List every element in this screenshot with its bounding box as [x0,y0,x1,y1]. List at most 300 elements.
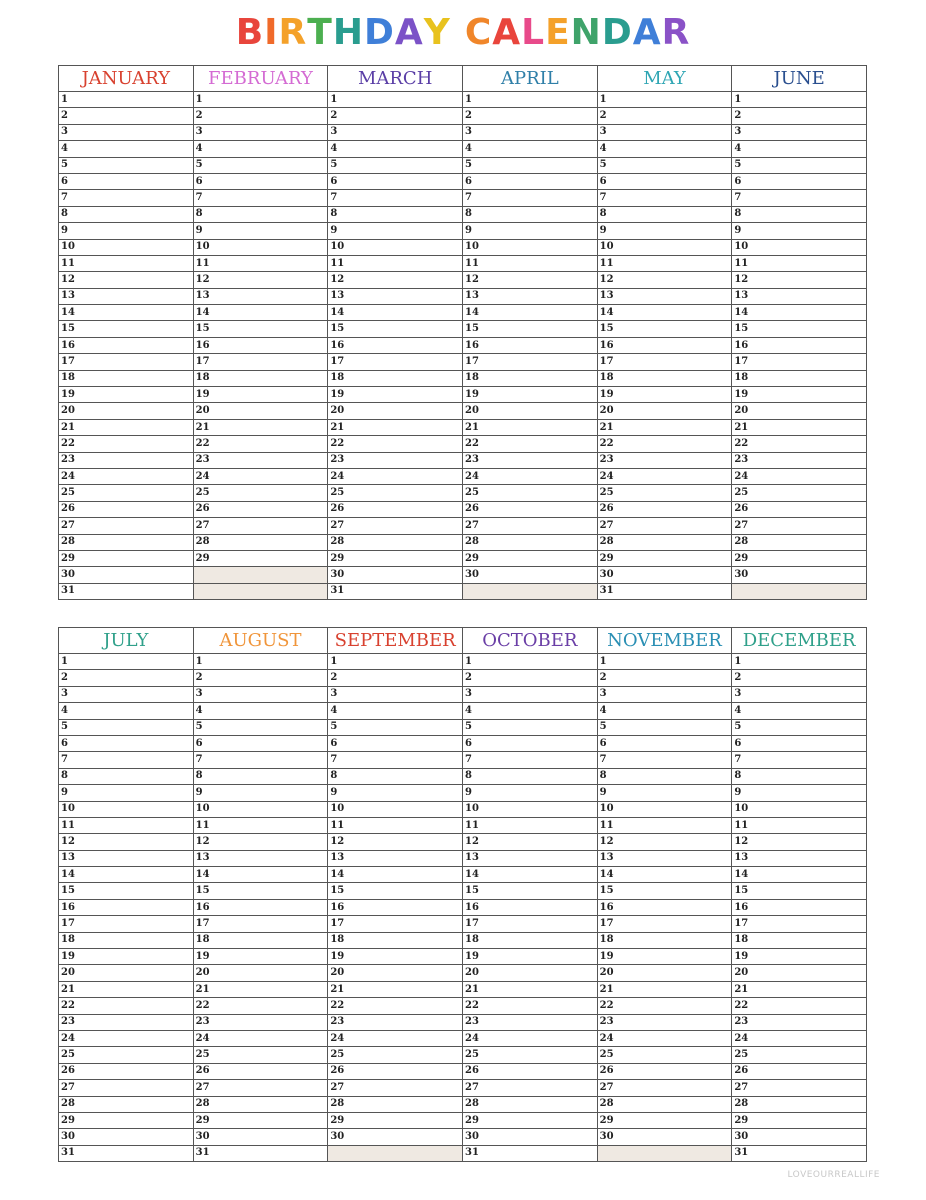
day-row[interactable]: 16 [732,338,866,354]
day-row[interactable]: 8 [463,207,597,223]
day-row[interactable]: 12 [194,272,328,288]
day-row[interactable]: 20 [598,965,732,981]
day-row[interactable]: 19 [328,387,462,403]
day-row[interactable]: 9 [463,785,597,801]
day-row[interactable]: 29 [194,551,328,567]
day-row[interactable]: 18 [732,371,866,387]
day-row[interactable]: 17 [194,916,328,932]
day-row[interactable]: 8 [194,207,328,223]
day-row[interactable]: 12 [328,834,462,850]
day-row[interactable]: 24 [463,469,597,485]
day-row[interactable]: 10 [463,240,597,256]
day-row[interactable]: 2 [59,108,193,124]
day-row[interactable]: 25 [328,1047,462,1063]
day-row[interactable]: 7 [463,752,597,768]
day-row[interactable]: 1 [59,92,193,108]
day-row[interactable]: 15 [59,321,193,337]
day-row[interactable]: 14 [328,305,462,321]
day-row[interactable]: 9 [59,785,193,801]
day-row[interactable]: 1 [598,654,732,670]
day-row[interactable]: 17 [328,916,462,932]
day-row[interactable]: 1 [732,654,866,670]
day-row[interactable]: 1 [463,654,597,670]
day-row[interactable]: 11 [59,256,193,272]
day-row[interactable]: 23 [328,453,462,469]
day-row[interactable]: 5 [194,720,328,736]
day-row[interactable]: 16 [598,338,732,354]
day-row[interactable]: 10 [194,802,328,818]
day-row[interactable]: 17 [598,354,732,370]
day-row[interactable]: 22 [732,998,866,1014]
day-row[interactable]: 13 [598,851,732,867]
day-row[interactable]: 24 [732,1031,866,1047]
day-row[interactable]: 26 [732,502,866,518]
day-row[interactable]: 6 [328,736,462,752]
day-row[interactable]: 28 [732,535,866,551]
day-row[interactable]: 5 [194,158,328,174]
day-row[interactable]: 29 [598,1113,732,1129]
day-row[interactable]: 27 [732,518,866,534]
day-row[interactable]: 25 [59,1047,193,1063]
day-row[interactable]: 26 [732,1064,866,1080]
day-row[interactable]: 10 [328,802,462,818]
day-row[interactable]: 17 [463,916,597,932]
day-row[interactable]: 27 [598,1080,732,1096]
day-row[interactable]: 15 [59,883,193,899]
day-row[interactable]: 3 [328,687,462,703]
day-row[interactable]: 28 [194,535,328,551]
day-row[interactable]: 4 [328,703,462,719]
day-row[interactable]: 8 [463,769,597,785]
day-row[interactable]: 17 [598,916,732,932]
day-row[interactable]: 26 [328,502,462,518]
day-row[interactable]: 11 [598,256,732,272]
day-row[interactable]: 22 [732,436,866,452]
day-row[interactable]: 1 [59,654,193,670]
day-row[interactable]: 2 [598,108,732,124]
day-row[interactable]: 11 [194,256,328,272]
day-row[interactable]: 22 [59,436,193,452]
day-row[interactable]: 10 [59,802,193,818]
day-row[interactable]: 29 [59,1113,193,1129]
day-row[interactable]: 8 [598,207,732,223]
day-row[interactable]: 28 [463,535,597,551]
day-row[interactable]: 18 [59,371,193,387]
day-row[interactable]: 29 [463,551,597,567]
day-row[interactable]: 23 [194,453,328,469]
day-row[interactable]: 7 [59,190,193,206]
day-row[interactable]: 6 [598,174,732,190]
day-row[interactable]: 12 [732,272,866,288]
day-row[interactable]: 26 [463,1064,597,1080]
day-row[interactable]: 16 [59,900,193,916]
day-row[interactable]: 30 [598,567,732,583]
day-row[interactable]: 20 [463,965,597,981]
day-row[interactable]: 12 [463,834,597,850]
day-row[interactable]: 18 [463,371,597,387]
day-row[interactable]: 2 [598,670,732,686]
day-row[interactable]: 20 [732,403,866,419]
day-row[interactable]: 9 [194,785,328,801]
day-row[interactable]: 6 [598,736,732,752]
day-row[interactable]: 3 [328,125,462,141]
day-row[interactable]: 6 [463,736,597,752]
day-row[interactable]: 26 [59,1064,193,1080]
day-row[interactable]: 2 [463,670,597,686]
day-row[interactable]: 1 [598,92,732,108]
day-row[interactable]: 21 [732,982,866,998]
day-row[interactable]: 9 [598,223,732,239]
day-row[interactable]: 9 [463,223,597,239]
day-row[interactable]: 22 [463,998,597,1014]
day-row[interactable]: 18 [328,933,462,949]
day-row[interactable]: 3 [463,687,597,703]
day-row[interactable]: 24 [194,469,328,485]
day-row[interactable]: 15 [463,883,597,899]
day-row[interactable]: 20 [463,403,597,419]
day-row[interactable]: 30 [59,1129,193,1145]
day-row[interactable]: 31 [61,1147,75,1159]
day-row[interactable]: 29 [598,551,732,567]
day-row[interactable]: 10 [328,240,462,256]
day-row[interactable]: 7 [194,190,328,206]
day-row[interactable]: 8 [59,207,193,223]
day-row[interactable]: 11 [194,818,328,834]
day-row[interactable]: 21 [59,420,193,436]
day-row[interactable]: 18 [598,371,732,387]
day-row[interactable]: 23 [732,1015,866,1031]
day-row[interactable]: 10 [463,802,597,818]
day-row[interactable]: 21 [328,982,462,998]
day-row[interactable]: 22 [59,998,193,1014]
day-row[interactable]: 1 [194,92,328,108]
day-row[interactable]: 18 [463,933,597,949]
day-row[interactable]: 19 [732,949,866,965]
day-row[interactable]: 31 [330,585,345,597]
day-row[interactable]: 11 [732,818,866,834]
day-row[interactable]: 30 [732,1129,866,1145]
day-row[interactable]: 5 [59,158,193,174]
day-row[interactable]: 20 [194,403,328,419]
day-row[interactable]: 30 [328,1129,462,1145]
day-row[interactable]: 26 [598,502,732,518]
day-row[interactable]: 21 [59,982,193,998]
day-row[interactable]: 16 [463,900,597,916]
day-row[interactable]: 13 [598,289,732,305]
day-row[interactable]: 7 [732,752,866,768]
day-row[interactable]: 20 [328,403,462,419]
day-row[interactable]: 7 [463,190,597,206]
day-row[interactable]: 12 [463,272,597,288]
day-row[interactable]: 19 [463,949,597,965]
day-row[interactable]: 9 [598,785,732,801]
day-row[interactable]: 29 [328,551,462,567]
day-row[interactable]: 14 [59,867,193,883]
day-row[interactable]: 20 [328,965,462,981]
day-row[interactable]: 26 [59,502,193,518]
day-row[interactable]: 6 [194,736,328,752]
day-row[interactable]: 14 [328,867,462,883]
day-row[interactable]: 21 [328,420,462,436]
day-row[interactable]: 3 [732,125,866,141]
day-row[interactable]: 17 [732,354,866,370]
day-row[interactable]: 27 [194,1080,328,1096]
day-row[interactable]: 6 [59,174,193,190]
day-row[interactable]: 25 [194,485,328,501]
day-row[interactable]: 31 [61,585,75,597]
day-row[interactable]: 23 [59,1015,193,1031]
day-row[interactable]: 16 [194,338,328,354]
day-row[interactable]: 21 [194,420,328,436]
day-row[interactable]: 19 [59,949,193,965]
day-row[interactable]: 11 [328,818,462,834]
day-row[interactable]: 21 [732,420,866,436]
day-row[interactable]: 28 [598,535,732,551]
day-row[interactable]: 4 [59,703,193,719]
day-row[interactable]: 17 [59,916,193,932]
day-row[interactable]: 6 [59,736,193,752]
day-row[interactable]: 17 [194,354,328,370]
day-row[interactable]: 3 [59,125,193,141]
day-row[interactable]: 28 [194,1097,328,1113]
day-row[interactable]: 10 [59,240,193,256]
day-row[interactable]: 20 [194,965,328,981]
day-row[interactable]: 27 [59,518,193,534]
day-row[interactable]: 21 [598,982,732,998]
day-row[interactable]: 2 [328,108,462,124]
day-row[interactable]: 16 [194,900,328,916]
day-row[interactable]: 27 [59,1080,193,1096]
day-row[interactable]: 6 [194,174,328,190]
day-row[interactable]: 9 [328,785,462,801]
day-row[interactable]: 15 [463,321,597,337]
day-row[interactable]: 23 [598,453,732,469]
day-row[interactable]: 23 [328,1015,462,1031]
day-row[interactable]: 21 [598,420,732,436]
day-row[interactable]: 12 [732,834,866,850]
day-row[interactable]: 13 [463,289,597,305]
day-row[interactable]: 28 [732,1097,866,1113]
day-row[interactable]: 16 [732,900,866,916]
day-row[interactable]: 4 [732,703,866,719]
day-row[interactable]: 13 [328,289,462,305]
day-row[interactable]: 10 [598,802,732,818]
day-row[interactable]: 25 [463,1047,597,1063]
day-row[interactable]: 3 [59,687,193,703]
day-row[interactable]: 11 [328,256,462,272]
day-row[interactable]: 12 [194,834,328,850]
day-row[interactable]: 7 [59,752,193,768]
day-row[interactable]: 17 [732,916,866,932]
day-row[interactable]: 25 [598,485,732,501]
day-row[interactable]: 19 [598,949,732,965]
day-row[interactable]: 31 [195,1147,210,1159]
day-row[interactable]: 27 [194,518,328,534]
day-row[interactable]: 19 [598,387,732,403]
day-row[interactable]: 28 [598,1097,732,1113]
day-row[interactable]: 10 [194,240,328,256]
day-row[interactable]: 2 [732,108,866,124]
day-row[interactable]: 2 [59,670,193,686]
day-row[interactable]: 9 [194,223,328,239]
day-row[interactable]: 8 [598,769,732,785]
day-row[interactable]: 13 [463,851,597,867]
day-row[interactable]: 3 [194,687,328,703]
day-row[interactable]: 25 [598,1047,732,1063]
day-row[interactable]: 14 [194,305,328,321]
day-row[interactable]: 26 [194,1064,328,1080]
day-row[interactable]: 4 [463,141,597,157]
day-row[interactable]: 11 [732,256,866,272]
day-row[interactable]: 2 [194,670,328,686]
day-row[interactable]: 4 [59,141,193,157]
day-row[interactable]: 15 [732,883,866,899]
day-row[interactable]: 24 [59,1031,193,1047]
day-row[interactable]: 30 [328,567,462,583]
day-row[interactable]: 14 [463,867,597,883]
day-row[interactable]: 8 [328,207,462,223]
day-row[interactable]: 10 [732,802,866,818]
day-row[interactable]: 31 [465,1147,479,1159]
day-row[interactable]: 24 [598,469,732,485]
day-row[interactable]: 5 [732,158,866,174]
day-row[interactable]: 6 [732,174,866,190]
day-row[interactable]: 29 [328,1113,462,1129]
day-row[interactable]: 19 [194,387,328,403]
day-row[interactable]: 14 [598,305,732,321]
day-row[interactable]: 30 [463,567,597,583]
day-row[interactable]: 27 [463,1080,597,1096]
day-row[interactable]: 14 [598,867,732,883]
day-row[interactable]: 23 [598,1015,732,1031]
day-row[interactable]: 12 [598,272,732,288]
day-row[interactable]: 5 [598,158,732,174]
day-row[interactable]: 21 [463,420,597,436]
day-row[interactable]: 30 [194,1129,328,1145]
day-row[interactable]: 22 [194,436,328,452]
day-row[interactable]: 7 [732,190,866,206]
day-row[interactable]: 18 [194,371,328,387]
day-row[interactable]: 4 [194,703,328,719]
day-row[interactable]: 9 [732,785,866,801]
day-row[interactable]: 8 [194,769,328,785]
day-row[interactable]: 18 [59,933,193,949]
day-row[interactable]: 27 [598,518,732,534]
day-row[interactable]: 16 [598,900,732,916]
day-row[interactable]: 24 [59,469,193,485]
day-row[interactable]: 15 [328,321,462,337]
day-row[interactable]: 7 [194,752,328,768]
day-row[interactable]: 29 [194,1113,328,1129]
day-row[interactable]: 5 [598,720,732,736]
day-row[interactable]: 15 [194,883,328,899]
day-row[interactable]: 25 [732,485,866,501]
day-row[interactable]: 13 [732,289,866,305]
day-row[interactable]: 18 [194,933,328,949]
day-row[interactable]: 19 [463,387,597,403]
day-row[interactable]: 9 [59,223,193,239]
day-row[interactable]: 13 [732,851,866,867]
day-row[interactable]: 5 [328,158,462,174]
day-row[interactable]: 31 [599,585,614,597]
day-row[interactable]: 29 [463,1113,597,1129]
day-row[interactable]: 7 [328,752,462,768]
day-row[interactable]: 19 [328,949,462,965]
day-row[interactable]: 18 [328,371,462,387]
day-row[interactable]: 24 [194,1031,328,1047]
day-row[interactable]: 13 [59,289,193,305]
day-row[interactable]: 17 [463,354,597,370]
day-row[interactable]: 4 [463,703,597,719]
day-row[interactable]: 1 [328,92,462,108]
day-row[interactable]: 1 [732,92,866,108]
day-row[interactable]: 1 [463,92,597,108]
day-row[interactable]: 12 [59,834,193,850]
day-row[interactable]: 1 [194,654,328,670]
day-row[interactable]: 3 [732,687,866,703]
day-row[interactable]: 27 [328,518,462,534]
day-row[interactable]: 29 [732,551,866,567]
day-row[interactable]: 13 [59,851,193,867]
day-row[interactable]: 28 [463,1097,597,1113]
day-row[interactable]: 29 [732,1113,866,1129]
day-row[interactable]: 7 [598,752,732,768]
day-row[interactable]: 17 [59,354,193,370]
day-row[interactable]: 3 [194,125,328,141]
day-row[interactable]: 24 [598,1031,732,1047]
day-row[interactable]: 13 [194,851,328,867]
day-row[interactable]: 21 [463,982,597,998]
day-row[interactable]: 25 [328,485,462,501]
day-row[interactable]: 26 [463,502,597,518]
day-row[interactable]: 24 [328,1031,462,1047]
day-row[interactable]: 23 [59,453,193,469]
day-row[interactable]: 30 [598,1129,732,1145]
day-row[interactable]: 9 [732,223,866,239]
day-row[interactable]: 13 [194,289,328,305]
day-row[interactable]: 11 [59,818,193,834]
day-row[interactable]: 6 [732,736,866,752]
day-row[interactable]: 23 [194,1015,328,1031]
day-row[interactable]: 5 [463,720,597,736]
day-row[interactable]: 28 [59,535,193,551]
day-row[interactable]: 3 [598,687,732,703]
day-row[interactable]: 29 [59,551,193,567]
day-row[interactable]: 22 [328,998,462,1014]
day-row[interactable]: 4 [194,141,328,157]
day-row[interactable]: 1 [328,654,462,670]
day-row[interactable]: 17 [328,354,462,370]
day-row[interactable]: 18 [598,933,732,949]
day-row[interactable]: 26 [328,1064,462,1080]
day-row[interactable]: 31 [734,1147,749,1159]
day-row[interactable]: 6 [463,174,597,190]
day-row[interactable]: 19 [194,949,328,965]
day-row[interactable]: 4 [732,141,866,157]
day-row[interactable]: 22 [194,998,328,1014]
day-row[interactable]: 14 [732,305,866,321]
day-row[interactable]: 22 [598,998,732,1014]
day-row[interactable]: 10 [732,240,866,256]
day-row[interactable]: 25 [59,485,193,501]
day-row[interactable]: 2 [328,670,462,686]
day-row[interactable]: 25 [194,1047,328,1063]
day-row[interactable]: 11 [463,818,597,834]
day-row[interactable]: 27 [328,1080,462,1096]
day-row[interactable]: 5 [59,720,193,736]
day-row[interactable]: 8 [59,769,193,785]
day-row[interactable]: 28 [328,1097,462,1113]
